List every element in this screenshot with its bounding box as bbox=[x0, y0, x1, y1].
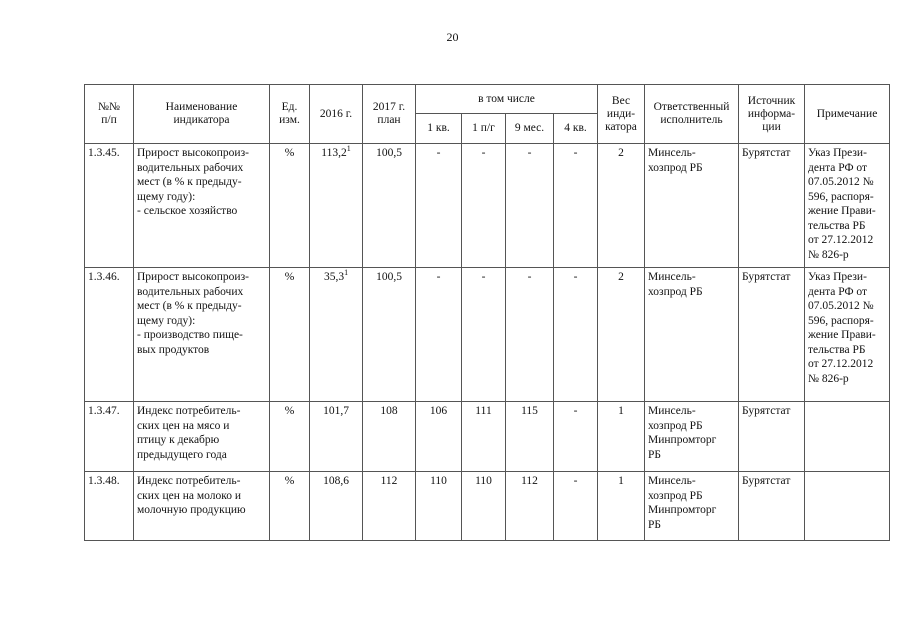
row-name: Индекс потребитель- ских цен на молоко и молочную продукцию bbox=[134, 472, 270, 541]
row-2017: 112 bbox=[363, 472, 416, 541]
row-q4: - bbox=[554, 402, 598, 472]
row-q4: - bbox=[554, 144, 598, 268]
header-row-1 bbox=[85, 85, 890, 114]
header-h1: 1 п/г bbox=[462, 114, 506, 144]
row-unit: % bbox=[270, 268, 310, 402]
row-h1: 111 bbox=[462, 402, 506, 472]
header-num: №№ п/п bbox=[85, 85, 134, 144]
row-h1: - bbox=[462, 144, 506, 268]
row-name: Индекс потребитель- ских цен на мясо и птицу к декабрю предыдущего года bbox=[134, 402, 270, 472]
row-2017: 100,5 bbox=[363, 144, 416, 268]
row-num: 1.3.46. bbox=[85, 268, 134, 402]
header-2016: 2016 г. bbox=[310, 85, 363, 144]
row-2017: 100,5 bbox=[363, 268, 416, 402]
footnote-mark: 1 bbox=[344, 268, 349, 278]
row-weight: 1 bbox=[598, 402, 645, 472]
row-2016: 101,7 bbox=[310, 402, 363, 472]
row-weight: 2 bbox=[598, 268, 645, 402]
row-2016 bbox=[310, 268, 363, 402]
row-num: 1.3.48. bbox=[85, 472, 134, 541]
row-q4: - bbox=[554, 472, 598, 541]
value-2016: 35,3 bbox=[323, 271, 345, 283]
row-source: Бурятстат bbox=[739, 402, 805, 472]
row-responsible: Минсель- хозпрод РБ Минпромторг РБ bbox=[645, 402, 739, 472]
value-2016: 113,2 bbox=[321, 147, 347, 159]
row-weight: 2 bbox=[598, 144, 645, 268]
row-h1: - bbox=[462, 268, 506, 402]
table-row bbox=[85, 402, 890, 472]
indicators-table bbox=[84, 84, 890, 541]
row-2016: 108,6 bbox=[310, 472, 363, 541]
row-9m: - bbox=[506, 144, 554, 268]
header-source: Источник информа- ции bbox=[739, 85, 805, 144]
row-9m: 112 bbox=[506, 472, 554, 541]
row-responsible: Минсель- хозпрод РБ bbox=[645, 144, 739, 268]
header-note: Примечание bbox=[805, 85, 890, 144]
row-unit: % bbox=[270, 144, 310, 268]
header-q4: 4 кв. bbox=[554, 114, 598, 144]
row-h1: 110 bbox=[462, 472, 506, 541]
row-note-empty bbox=[805, 402, 890, 472]
row-q1: - bbox=[416, 144, 462, 268]
row-q1: 110 bbox=[416, 472, 462, 541]
row-note: Указ Прези- дента РФ от 07.05.2012 № 596, распоря- жение Прави- тельства РБ от 27.12.2012 № 826-р bbox=[805, 144, 890, 268]
footnote-mark: 1 bbox=[346, 144, 351, 154]
table-row bbox=[85, 144, 890, 268]
header-q1: 1 кв. bbox=[416, 114, 462, 144]
header-including: в том числе bbox=[416, 85, 598, 114]
row-unit: % bbox=[270, 472, 310, 541]
row-2016 bbox=[310, 144, 363, 268]
row-9m: 115 bbox=[506, 402, 554, 472]
row-name: Прирост высокопроиз- водительных рабочих мест (в % к предыду- щему году): - сельское хозяйство bbox=[134, 144, 270, 268]
table-row bbox=[85, 472, 890, 541]
header-9m: 9 мес. bbox=[506, 114, 554, 144]
row-q1: - bbox=[416, 268, 462, 402]
row-responsible: Минсель- хозпрод РБ bbox=[645, 268, 739, 402]
row-num: 1.3.47. bbox=[85, 402, 134, 472]
row-q1: 106 bbox=[416, 402, 462, 472]
row-responsible: Минсель- хозпрод РБ Минпромторг РБ bbox=[645, 472, 739, 541]
table-row bbox=[85, 268, 890, 402]
row-source: Бурятстат bbox=[739, 144, 805, 268]
row-weight: 1 bbox=[598, 472, 645, 541]
row-source: Бурятстат bbox=[739, 472, 805, 541]
header-name: Наименование индикатора bbox=[134, 85, 270, 144]
row-2017: 108 bbox=[363, 402, 416, 472]
row-note-empty bbox=[805, 472, 890, 541]
row-num: 1.3.45. bbox=[85, 144, 134, 268]
row-q4: - bbox=[554, 268, 598, 402]
row-9m: - bbox=[506, 268, 554, 402]
row-source: Бурятстат bbox=[739, 268, 805, 402]
header-unit: Ед. изм. bbox=[270, 85, 310, 144]
page-number: 20 bbox=[446, 30, 459, 44]
row-unit: % bbox=[270, 402, 310, 472]
header-responsible: Ответственный исполнитель bbox=[645, 85, 739, 144]
row-note: Указ Прези- дента РФ от 07.05.2012 № 596, распоря- жение Прави- тельства РБ от 27.12.2012 № 826-р bbox=[805, 268, 890, 402]
row-name: Прирост высокопроиз- водительных рабочих мест (в % к предыду- щему году): - производство пище- вых продуктов bbox=[134, 268, 270, 402]
header-2017: 2017 г. план bbox=[363, 85, 416, 144]
header-weight: Вес инди- катора bbox=[598, 85, 645, 144]
